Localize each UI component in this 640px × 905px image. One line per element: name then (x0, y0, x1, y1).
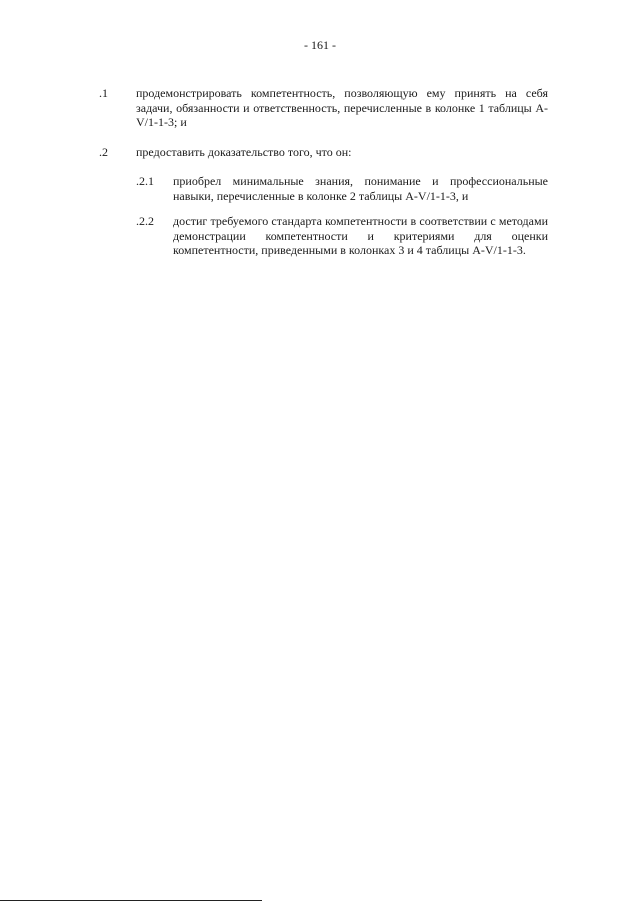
subitem-number: .2.1 (136, 174, 154, 188)
subitem-text: приобрел минимальные знания, понимание и профессиональные навыки, перечисленные в колонке 2 таблицы A-V/1-1-3, и (173, 174, 548, 203)
item-number: .1 (99, 86, 108, 100)
item-text: предоставить доказательство того, что он: (136, 145, 352, 159)
item-number: .2 (99, 145, 108, 159)
subitem-number: .2.2 (136, 214, 154, 228)
subitem-text: достиг требуемого стандарта компетентности в соответствии с методами демонстрации компетентности и критериями для оценки компетентности, приведенными в колонках 3 и 4 таблицы A-V/1-1-3. (173, 214, 548, 257)
item-text: продемонстрировать компетентность, позволяющую ему принять на себя задачи, обязанности и ответственность, перечисленные в колонке 1 таблицы A-V/1-1-3; и (136, 86, 548, 129)
page-number: - 161 - (304, 38, 336, 52)
footer-rule (0, 900, 262, 901)
